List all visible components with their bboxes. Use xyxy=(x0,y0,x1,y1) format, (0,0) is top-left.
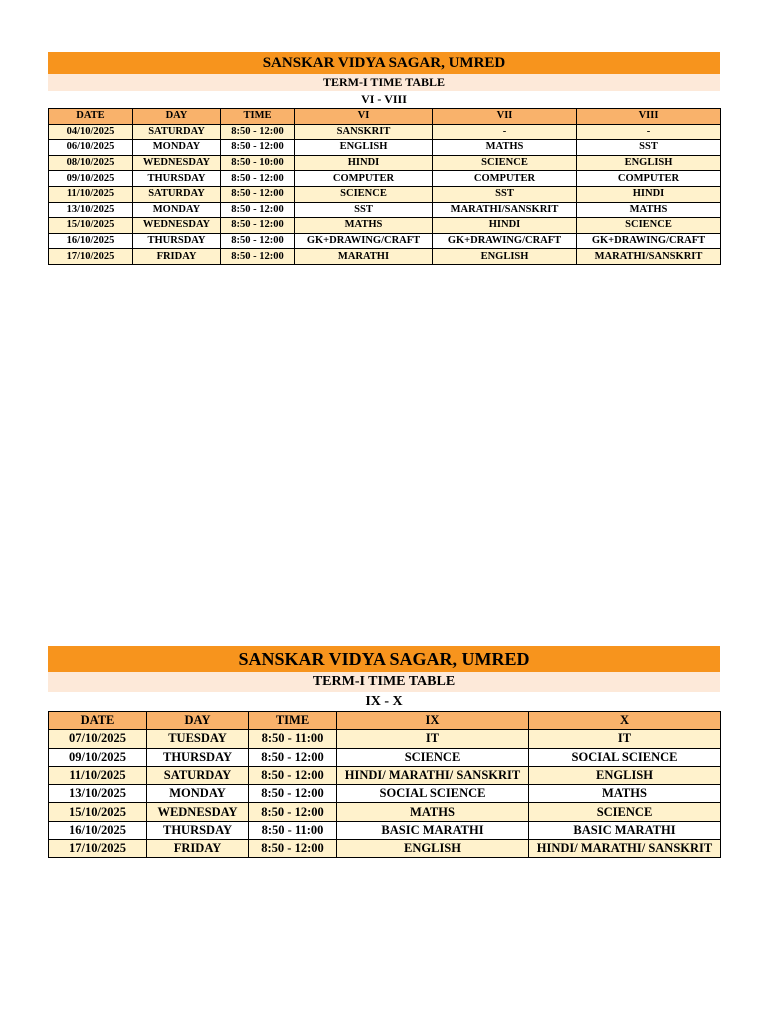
term-title: TERM-I TIME TABLE xyxy=(48,74,720,91)
school-title: SANSKAR VIDYA SAGAR, UMRED xyxy=(48,52,720,74)
table-cell: MONDAY xyxy=(133,140,221,156)
table-cell: IT xyxy=(337,730,529,748)
table-row xyxy=(49,171,721,187)
table-cell: 11/10/2025 xyxy=(49,186,133,202)
table-cell: 8:50 - 12:00 xyxy=(249,766,337,784)
table-cell: 16/10/2025 xyxy=(49,821,147,839)
table-body xyxy=(49,730,721,858)
table-cell: THURSDAY xyxy=(147,748,249,766)
class-range: VI - VIII xyxy=(361,92,407,106)
timetable-ix-x xyxy=(48,646,720,858)
table-cell: 13/10/2025 xyxy=(49,785,147,803)
exam-schedule-table xyxy=(48,108,721,265)
table-cell: HINDI/ MARATHI/ SANSKRIT xyxy=(337,766,529,784)
table-cell: SCIENCE xyxy=(337,748,529,766)
table-row xyxy=(49,233,721,249)
table-cell: 8:50 - 12:00 xyxy=(249,785,337,803)
term-title: TERM-I TIME TABLE xyxy=(48,672,720,692)
table-cell: 09/10/2025 xyxy=(49,171,133,187)
table-row xyxy=(49,202,721,218)
table-cell: WEDNESDAY xyxy=(133,218,221,234)
table-cell: 8:50 - 12:00 xyxy=(221,202,295,218)
table-body xyxy=(49,124,721,264)
table-row xyxy=(49,218,721,234)
table-cell: FRIDAY xyxy=(133,249,221,265)
table-cell: MATHS xyxy=(433,140,577,156)
table-cell: COMPUTER xyxy=(295,171,433,187)
table-cell: - xyxy=(577,124,721,140)
table-row xyxy=(49,186,721,202)
table-row xyxy=(49,766,721,784)
table-cell: SCIENCE xyxy=(577,218,721,234)
table-cell: 8:50 - 12:00 xyxy=(221,233,295,249)
table-cell: SST xyxy=(433,186,577,202)
table-cell: SST xyxy=(295,202,433,218)
timetable-vi-viii xyxy=(48,52,720,265)
column-header: TIME xyxy=(221,109,295,125)
table-cell: SST xyxy=(577,140,721,156)
table-cell: ENGLISH xyxy=(337,840,529,858)
table-cell: HINDI/ MARATHI/ SANSKRIT xyxy=(529,840,721,858)
table-cell: FRIDAY xyxy=(147,840,249,858)
table-cell: IT xyxy=(529,730,721,748)
table-cell: SOCIAL SCIENCE xyxy=(337,785,529,803)
table-cell: 8:50 - 12:00 xyxy=(249,748,337,766)
table-cell: - xyxy=(433,124,577,140)
table-cell: MATHS xyxy=(529,785,721,803)
table-cell: 11/10/2025 xyxy=(49,766,147,784)
table-cell: MARATHI/SANSKRIT xyxy=(433,202,577,218)
table-cell: 04/10/2025 xyxy=(49,124,133,140)
table-row xyxy=(49,748,721,766)
table-cell: MATHS xyxy=(337,803,529,821)
table-cell: COMPUTER xyxy=(433,171,577,187)
table-cell: SCIENCE xyxy=(433,155,577,171)
table-cell: 17/10/2025 xyxy=(49,249,133,265)
table-cell: 8:50 - 10:00 xyxy=(221,155,295,171)
column-header: X xyxy=(529,712,721,730)
table-cell: MARATHI/SANSKRIT xyxy=(577,249,721,265)
class-range: IX - X xyxy=(365,694,403,709)
table-cell: BASIC MARATHI xyxy=(337,821,529,839)
table-cell: 09/10/2025 xyxy=(49,748,147,766)
table-cell: MARATHI xyxy=(295,249,433,265)
column-header: TIME xyxy=(249,712,337,730)
column-header: IX xyxy=(337,712,529,730)
table-cell: SATURDAY xyxy=(133,124,221,140)
column-header: DAY xyxy=(147,712,249,730)
table-cell: 8:50 - 11:00 xyxy=(249,821,337,839)
exam-schedule-table xyxy=(48,711,721,858)
table-row xyxy=(49,803,721,821)
table-cell: THURSDAY xyxy=(133,171,221,187)
table-cell: HINDI xyxy=(295,155,433,171)
table-cell: 13/10/2025 xyxy=(49,202,133,218)
table-cell: ENGLISH xyxy=(577,155,721,171)
table-cell: 07/10/2025 xyxy=(49,730,147,748)
header-row xyxy=(49,712,721,730)
table-cell: THURSDAY xyxy=(133,233,221,249)
table-cell: ENGLISH xyxy=(295,140,433,156)
table-row xyxy=(49,785,721,803)
table-cell: GK+DRAWING/CRAFT xyxy=(433,233,577,249)
table-cell: 8:50 - 12:00 xyxy=(249,840,337,858)
table-cell: SATURDAY xyxy=(133,186,221,202)
table-cell: 8:50 - 12:00 xyxy=(221,186,295,202)
table-cell: THURSDAY xyxy=(147,821,249,839)
table-cell: 08/10/2025 xyxy=(49,155,133,171)
table-row xyxy=(49,249,721,265)
table-cell: 8:50 - 12:00 xyxy=(221,218,295,234)
table-row xyxy=(49,124,721,140)
table-cell: GK+DRAWING/CRAFT xyxy=(295,233,433,249)
table-cell: MONDAY xyxy=(133,202,221,218)
table-cell: 06/10/2025 xyxy=(49,140,133,156)
table-cell: COMPUTER xyxy=(577,171,721,187)
column-header: VII xyxy=(433,109,577,125)
table-cell: SOCIAL SCIENCE xyxy=(529,748,721,766)
table-cell: 15/10/2025 xyxy=(49,803,147,821)
table-cell: TUESDAY xyxy=(147,730,249,748)
table-row xyxy=(49,821,721,839)
table-cell: WEDNESDAY xyxy=(147,803,249,821)
table-cell: 8:50 - 12:00 xyxy=(249,803,337,821)
table-cell: GK+DRAWING/CRAFT xyxy=(577,233,721,249)
table-cell: SANSKRIT xyxy=(295,124,433,140)
column-header: DATE xyxy=(49,712,147,730)
table-row xyxy=(49,840,721,858)
table-cell: 8:50 - 12:00 xyxy=(221,140,295,156)
table-cell: 8:50 - 11:00 xyxy=(249,730,337,748)
table-cell: HINDI xyxy=(433,218,577,234)
column-header: DAY xyxy=(133,109,221,125)
table-cell: 17/10/2025 xyxy=(49,840,147,858)
table-cell: SATURDAY xyxy=(147,766,249,784)
table-cell: 15/10/2025 xyxy=(49,218,133,234)
table-cell: MATHS xyxy=(295,218,433,234)
table-cell: 8:50 - 12:00 xyxy=(221,249,295,265)
table-cell: BASIC MARATHI xyxy=(529,821,721,839)
table-cell: 8:50 - 12:00 xyxy=(221,124,295,140)
table-row xyxy=(49,155,721,171)
column-header: VI xyxy=(295,109,433,125)
table-cell: SCIENCE xyxy=(295,186,433,202)
header-row xyxy=(49,109,721,125)
table-cell: SCIENCE xyxy=(529,803,721,821)
school-title: SANSKAR VIDYA SAGAR, UMRED xyxy=(48,646,720,672)
table-row xyxy=(49,730,721,748)
table-cell: 16/10/2025 xyxy=(49,233,133,249)
column-header: DATE xyxy=(49,109,133,125)
table-cell: WEDNESDAY xyxy=(133,155,221,171)
table-cell: ENGLISH xyxy=(433,249,577,265)
table-cell: MONDAY xyxy=(147,785,249,803)
table-cell: MATHS xyxy=(577,202,721,218)
column-header: VIII xyxy=(577,109,721,125)
table-row xyxy=(49,140,721,156)
table-cell: ENGLISH xyxy=(529,766,721,784)
table-cell: HINDI xyxy=(577,186,721,202)
table-cell: 8:50 - 12:00 xyxy=(221,171,295,187)
